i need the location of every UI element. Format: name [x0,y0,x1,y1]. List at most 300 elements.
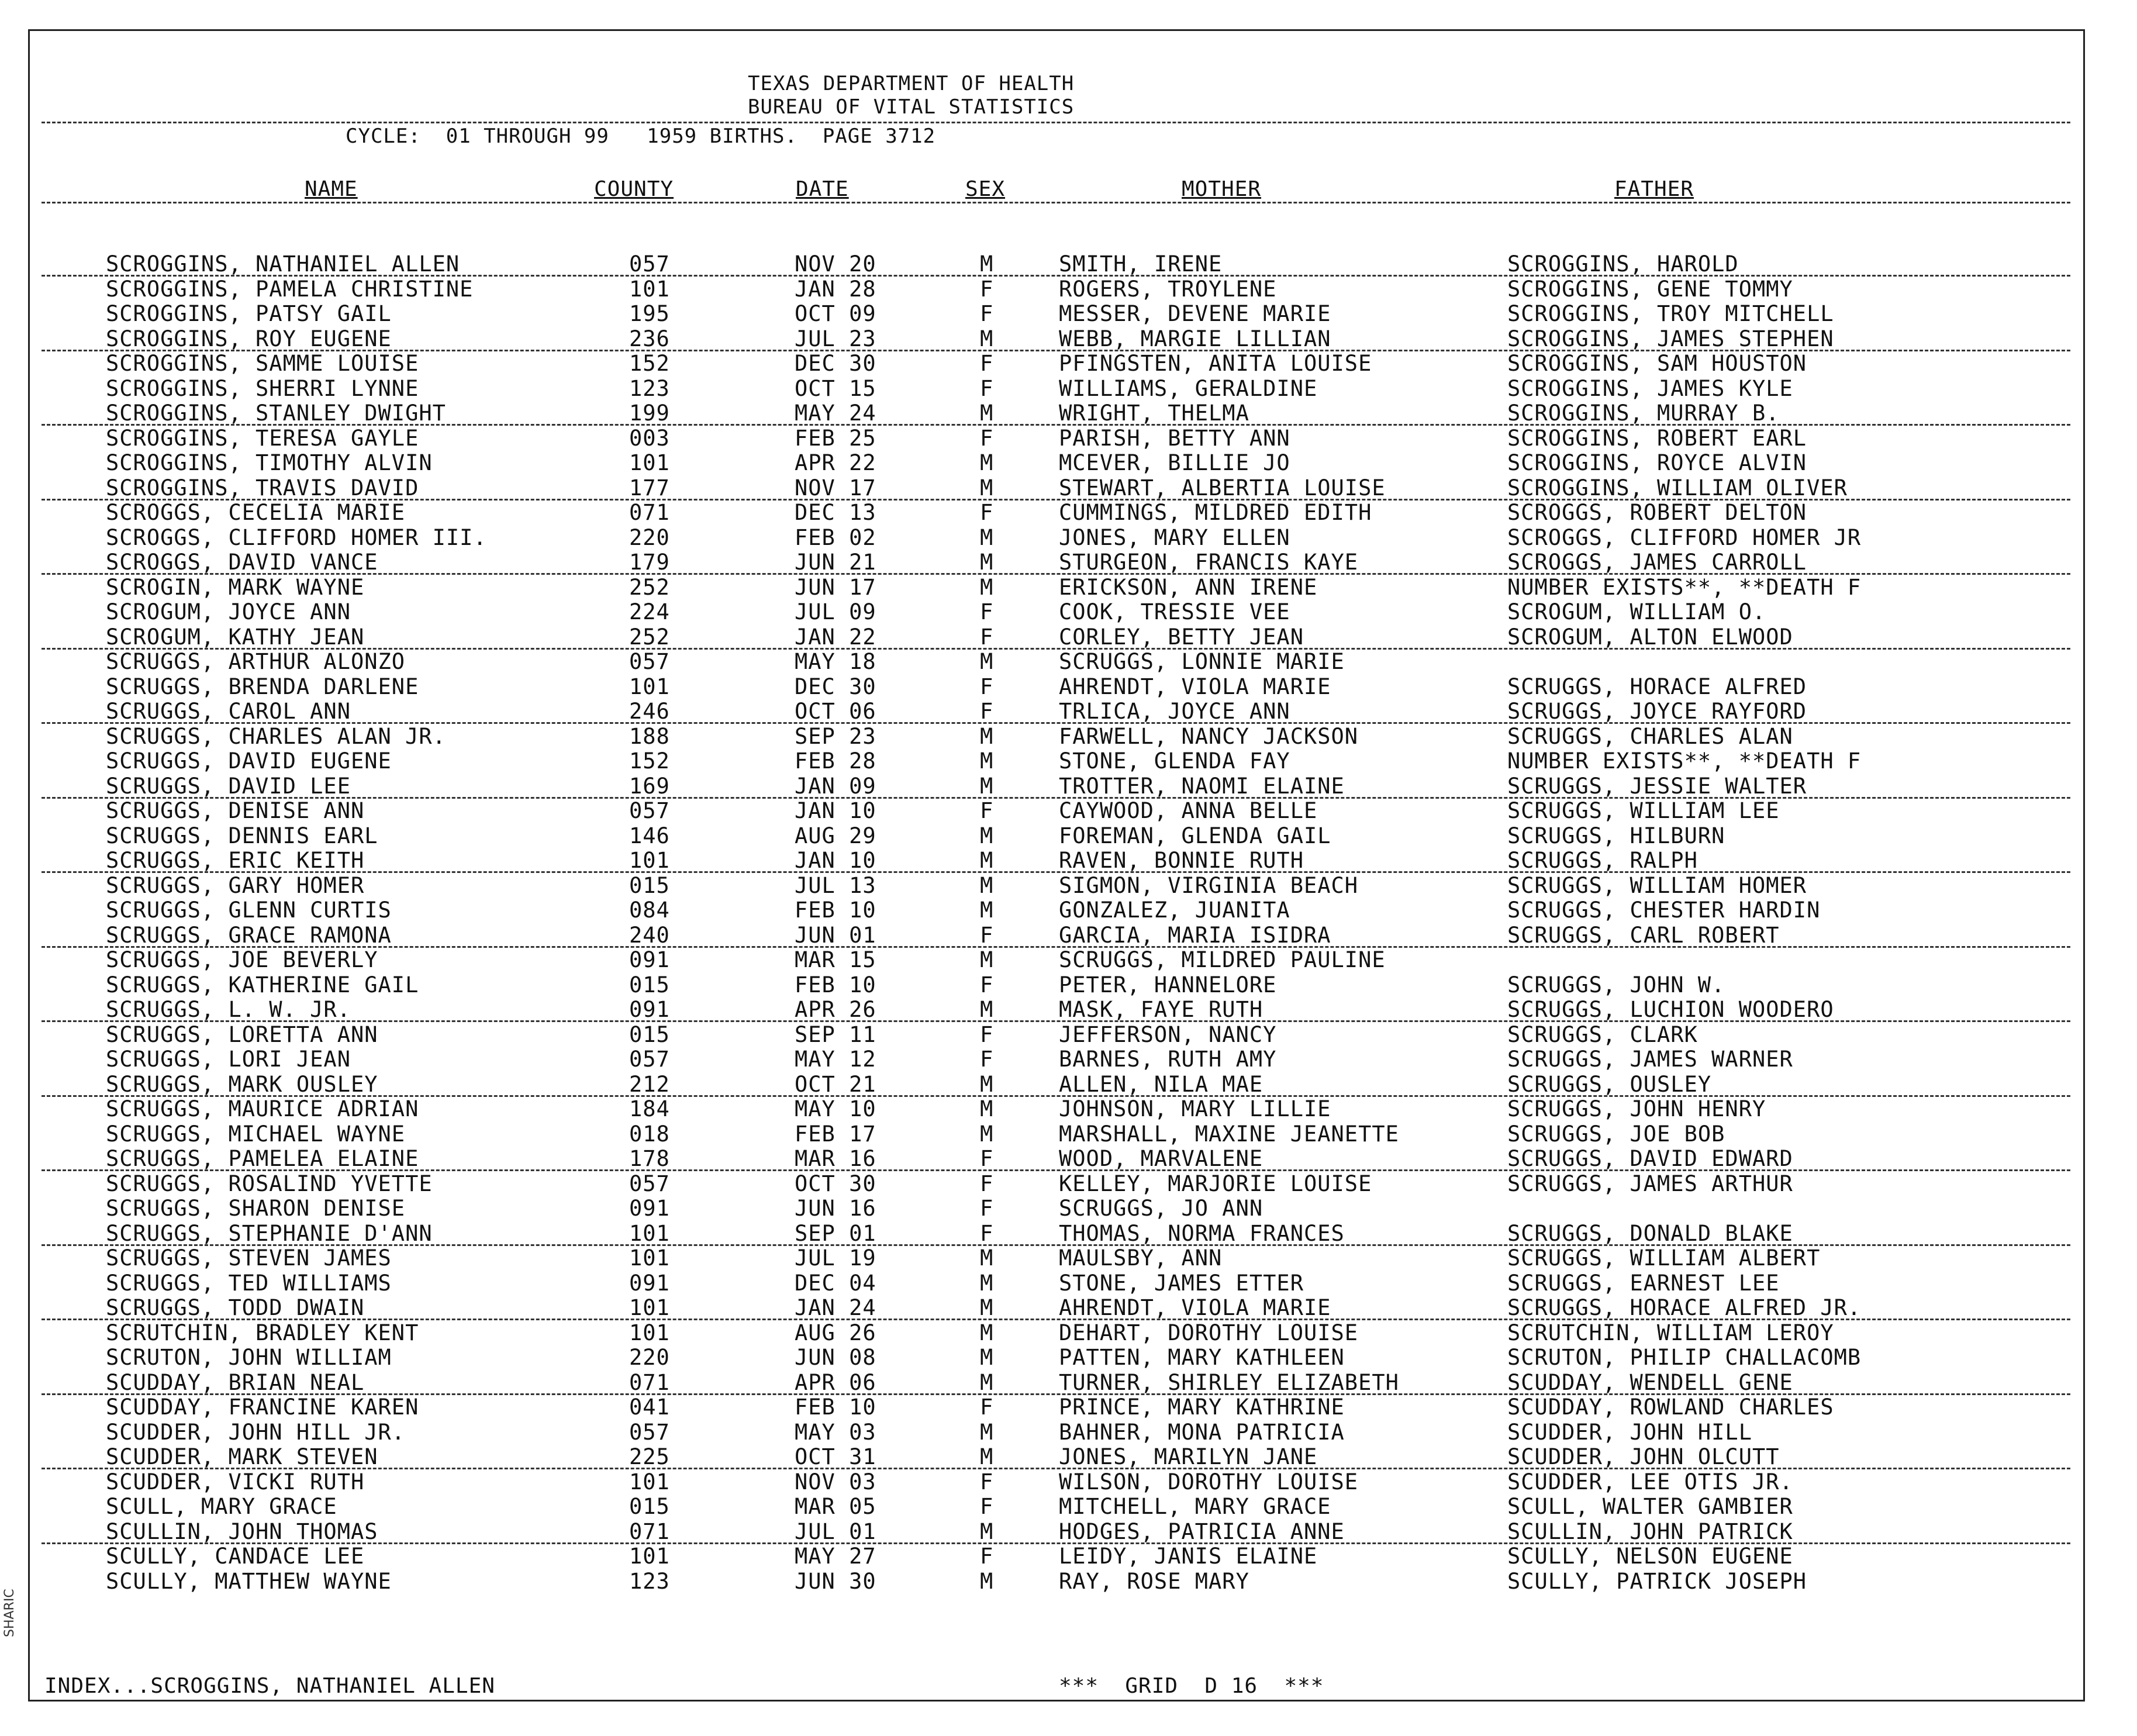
cell-sex: F [980,375,994,401]
cell-name: SCRUGGS, PAMELEA ELAINE [106,1146,419,1171]
cell-county: 184 [629,1096,670,1121]
footer-index: INDEX...SCROGGINS, NATHANIEL ALLEN [44,1674,495,1698]
cell-father: SCULLY, PATRICK JOSEPH [1507,1568,1807,1594]
cell-county: 091 [629,1196,670,1221]
cell-sex: M [980,1096,994,1121]
cell-name: SCRUGGS, CAROL ANN [106,699,351,724]
cell-name: SCROGGINS, TIMOTHY ALVIN [106,450,433,475]
cell-sex: M [980,748,994,774]
cell-mother: JONES, MARILYN JANE [1059,1444,1318,1469]
cell-county: 015 [629,1494,670,1519]
cell-mother: WILLIAMS, GERALDINE [1059,375,1318,401]
table-row [30,252,2083,277]
cell-name: SCROGGINS, SAMME LOUISE [106,351,419,376]
cell-sex: F [980,599,994,624]
cell-father: SCROGUM, WILLIAM O. [1507,599,1766,624]
cell-name: SCRUGGS, MICHAEL WAYNE [106,1121,406,1147]
cell-county: 057 [629,251,670,277]
cell-county: 152 [629,748,670,774]
cell-county: 123 [629,375,670,401]
side-label: SHARIC [2,1589,17,1637]
table-row [30,1520,2083,1545]
cell-name: SCRUGGS, DAVID EUGENE [106,748,392,774]
header-cycle: CYCLE: 01 THROUGH 99 1959 BIRTHS. PAGE 3712 [346,125,936,148]
cell-sex: M [980,326,994,351]
table-row [30,1271,2083,1296]
cell-mother: WILSON, DOROTHY LOUISE [1059,1469,1359,1495]
cell-date: AUG 26 [795,1320,876,1345]
cell-mother: PARISH, BETTY ANN [1059,425,1290,451]
cell-name: SCROGUM, JOYCE ANN [106,599,351,624]
cell-father: SCRUGGS, OUSLEY [1507,1071,1712,1097]
cell-mother: SMITH, IRENE [1059,251,1223,277]
cell-name: SCRUGGS, ERIC KEITH [106,848,365,873]
cell-county: 101 [629,450,670,475]
cell-mother: TRLICA, JOYCE ANN [1059,699,1290,724]
cell-father: SCRUGGS, JESSIE WALTER [1507,773,1807,799]
cell-county: 041 [629,1395,670,1420]
cell-date: FEB 25 [795,425,876,451]
cell-mother: MITCHELL, MARY GRACE [1059,1494,1331,1519]
cell-sex: F [980,1196,994,1221]
cell-mother: CORLEY, BETTY JEAN [1059,624,1304,650]
cell-name: SCRUGGS, L. W. JR. [106,997,351,1022]
cell-date: OCT 09 [795,301,876,326]
cell-date: MAY 10 [795,1096,876,1121]
table-row [30,824,2083,849]
cell-sex: F [980,276,994,302]
cell-sex: F [980,674,994,699]
cell-date: JUN 01 [795,922,876,948]
cell-father: SCRUTCHIN, WILLIAM LEROY [1507,1320,1834,1345]
cell-date: JAN 24 [795,1295,876,1320]
cell-father: SCROGGS, JAMES CARROLL [1507,550,1807,575]
cell-sex: M [980,524,994,550]
cell-sex: F [980,1469,994,1495]
cell-county: 236 [629,326,670,351]
cell-county: 199 [629,401,670,426]
cell-name: SCRUGGS, JOE BEVERLY [106,947,378,972]
cell-sex: M [980,1295,994,1320]
cell-date: MAY 18 [795,649,876,674]
cell-name: SCRUGGS, SHARON DENISE [106,1196,406,1221]
cell-date: FEB 28 [795,748,876,774]
cell-sex: F [980,699,994,724]
table-row [30,848,2083,874]
table-row [30,998,2083,1023]
cell-name: SCRUGGS, BRENDA DARLENE [106,674,419,699]
table-row [30,327,2083,352]
cell-mother: ERICKSON, ANN IRENE [1059,574,1318,600]
cell-name: SCRUGGS, DENISE ANN [106,798,365,823]
cell-father: SCRUGGS, CHESTER HARDIN [1507,898,1821,923]
cell-date: MAR 05 [795,1494,876,1519]
cell-sex: M [980,1245,994,1271]
cell-sex: F [980,1146,994,1171]
table-row [30,774,2083,799]
table-row [30,1097,2083,1122]
cell-mother: PFINGSTEN, ANITA LOUISE [1059,351,1372,376]
cell-father: SCRUGGS, JOE BOB [1507,1121,1725,1147]
cell-date: JAN 22 [795,624,876,650]
cell-mother: SCRUGGS, LONNIE MARIE [1059,649,1345,674]
cell-name: SCROGIN, MARK WAYNE [106,574,365,600]
cell-father: SCROGUM, ALTON ELWOOD [1507,624,1793,650]
cell-sex: M [980,1270,994,1296]
cell-mother: CAYWOOD, ANNA BELLE [1059,798,1318,823]
cell-date: JUN 08 [795,1345,876,1370]
cell-name: SCUDDER, JOHN HILL JR. [106,1419,406,1445]
cell-name: SCROGGINS, PAMELA CHRISTINE [106,276,474,302]
cell-sex: M [980,649,994,674]
cell-father: SCRUGGS, CARL ROBERT [1507,922,1780,948]
cell-mother: JOHNSON, MARY LILLIE [1059,1096,1331,1121]
cell-name: SCROGGINS, NATHANIEL ALLEN [106,251,460,277]
cell-father: SCUDDER, JOHN HILL [1507,1419,1752,1445]
table-row [30,501,2083,526]
header-department: TEXAS DEPARTMENT OF HEALTH [748,72,1075,95]
cell-date: NOV 17 [795,475,876,501]
cell-county: 101 [629,1469,670,1495]
table-row [30,625,2083,650]
cell-county: 071 [629,1369,670,1395]
cell-date: JAN 10 [795,848,876,873]
header-bureau: BUREAU OF VITAL STATISTICS [748,95,1075,119]
cell-county: 015 [629,1021,670,1047]
cell-name: SCROGGINS, ROY EUGENE [106,326,392,351]
table-row [30,973,2083,998]
table-row [30,1122,2083,1147]
cell-name: SCULLY, CANDACE LEE [106,1544,365,1569]
cell-date: DEC 13 [795,500,876,525]
cell-sex: F [980,1171,994,1196]
cell-sex: F [980,1220,994,1246]
cell-name: SCROGGINS, TERESA GAYLE [106,425,419,451]
table-row [30,1445,2083,1470]
cell-county: 015 [629,972,670,998]
cell-mother: COOK, TRESSIE VEE [1059,599,1290,624]
cell-name: SCROGGINS, PATSY GAIL [106,301,392,326]
cell-name: SCRUGGS, CHARLES ALAN JR. [106,723,446,749]
cell-county: 212 [629,1071,670,1097]
cell-county: 146 [629,823,670,848]
cell-sex: M [980,1071,994,1097]
cell-mother: STONE, JAMES ETTER [1059,1270,1304,1296]
cell-county: 188 [629,723,670,749]
cell-county: 101 [629,1544,670,1569]
cell-county: 101 [629,848,670,873]
cell-date: JUL 09 [795,599,876,624]
cell-father: NUMBER EXISTS**, **DEATH F [1507,574,1862,600]
cell-name: SCRUGGS, DAVID LEE [106,773,351,799]
table-row [30,1023,2083,1048]
cell-name: SCRUGGS, GRACE RAMONA [106,922,392,948]
cell-name: SCRUGGS, GLENN CURTIS [106,898,392,923]
cell-county: 091 [629,947,670,972]
cell-sex: M [980,450,994,475]
table-row [30,550,2083,575]
cell-name: SCRUTCHIN, BRADLEY KENT [106,1320,419,1345]
cell-mother: CUMMINGS, MILDRED EDITH [1059,500,1372,525]
table-row [30,898,2083,923]
cell-name: SCRUTON, JOHN WILLIAM [106,1345,392,1370]
cell-sex: M [980,1320,994,1345]
cell-sex: F [980,972,994,998]
cell-father: SCRUGGS, HORACE ALFRED [1507,674,1807,699]
cell-mother: BAHNER, MONA PATRICIA [1059,1419,1345,1445]
table-row [30,526,2083,551]
cell-name: SCROGGINS, STANLEY DWIGHT [106,401,446,426]
cell-county: 018 [629,1121,670,1147]
column-header-mother: MOTHER [1182,177,1262,201]
cell-sex: F [980,624,994,650]
table-row [30,1569,2083,1595]
cell-father: SCRUGGS, JOHN HENRY [1507,1096,1766,1121]
cell-date: SEP 23 [795,723,876,749]
table-row [30,377,2083,402]
cell-date: JUL 13 [795,872,876,898]
table-row [30,1544,2083,1569]
cell-date: MAR 16 [795,1146,876,1171]
cell-father: SCRUGGS, JOYCE RAYFORD [1507,699,1807,724]
cell-father: SCRUGGS, CLARK [1507,1021,1698,1047]
cell-mother: FARWELL, NANCY JACKSON [1059,723,1359,749]
table-row [30,1072,2083,1097]
table-row [30,426,2083,451]
cell-county: 091 [629,997,670,1022]
cell-sex: F [980,798,994,823]
cell-county: 252 [629,574,670,600]
cell-county: 178 [629,1146,670,1171]
cell-mother: THOMAS, NORMA FRANCES [1059,1220,1345,1246]
cell-sex: M [980,1444,994,1469]
cell-father: SCRUGGS, DONALD BLAKE [1507,1220,1793,1246]
column-header-sex: SEX [965,177,1006,201]
cell-father: SCROGGINS, JAMES STEPHEN [1507,326,1834,351]
cell-name: SCULL, MARY GRACE [106,1494,337,1519]
cell-name: SCROGGINS, SHERRI LYNNE [106,375,419,401]
cell-county: 225 [629,1444,670,1469]
table-row [30,749,2083,774]
cell-father: SCRUGGS, WILLIAM HOMER [1507,872,1807,898]
cell-mother: GONZALEZ, JUANITA [1059,898,1290,923]
table-row [30,948,2083,973]
cell-county: 220 [629,524,670,550]
cell-father: SCROGGINS, ROBERT EARL [1507,425,1807,451]
cell-mother: SCRUGGS, JO ANN [1059,1196,1263,1221]
cell-sex: F [980,301,994,326]
cell-mother: RAY, ROSE MARY [1059,1568,1249,1594]
cell-date: OCT 30 [795,1171,876,1196]
cell-name: SCRUGGS, STEPHANIE D'ANN [106,1220,433,1246]
cell-date: JUN 30 [795,1568,876,1594]
cell-mother: STEWART, ALBERTIA LOUISE [1059,475,1386,501]
cell-sex: M [980,1369,994,1395]
cell-sex: M [980,1345,994,1370]
cell-mother: MARSHALL, MAXINE JEANETTE [1059,1121,1399,1147]
cell-mother: MCEVER, BILLIE JO [1059,450,1290,475]
cell-date: SEP 01 [795,1220,876,1246]
cell-father: SCUDDER, LEE OTIS JR. [1507,1469,1793,1495]
cell-mother: FOREMAN, GLENDA GAIL [1059,823,1331,848]
cell-date: JAN 09 [795,773,876,799]
cell-date: JUL 01 [795,1518,876,1544]
cell-name: SCRUGGS, KATHERINE GAIL [106,972,419,998]
table-row [30,1371,2083,1396]
cell-mother: PRINCE, MARY KATHRINE [1059,1395,1345,1420]
table-row [30,302,2083,327]
cell-mother: HODGES, PATRICIA ANNE [1059,1518,1345,1544]
cell-date: DEC 30 [795,674,876,699]
table-row [30,923,2083,948]
cell-county: 179 [629,550,670,575]
cell-county: 003 [629,425,670,451]
cell-mother: RAVEN, BONNIE RUTH [1059,848,1304,873]
cell-father: SCRUGGS, WILLIAM ALBERT [1507,1245,1821,1271]
cell-county: 177 [629,475,670,501]
table-row [30,476,2083,501]
cell-name: SCUDDER, MARK STEVEN [106,1444,378,1469]
table-row [30,351,2083,377]
cell-mother: JEFFERSON, NANCY [1059,1021,1277,1047]
table-row [30,1470,2083,1495]
cell-name: SCRUGGS, MARK OUSLEY [106,1071,378,1097]
cell-county: 015 [629,872,670,898]
cell-sex: F [980,1395,994,1420]
cell-name: SCRUGGS, TED WILLIAMS [106,1270,392,1296]
table-row [30,1221,2083,1247]
cell-father: SCRUGGS, CHARLES ALAN [1507,723,1793,749]
cell-county: 071 [629,500,670,525]
table-row [30,1196,2083,1221]
cell-date: APR 06 [795,1369,876,1395]
cell-father: SCRUGGS, JAMES ARTHUR [1507,1171,1793,1196]
cell-date: DEC 04 [795,1270,876,1296]
cell-sex: M [980,947,994,972]
cell-date: MAY 12 [795,1047,876,1072]
cell-date: FEB 10 [795,972,876,998]
table-row [30,650,2083,675]
column-header-date: DATE [796,177,849,201]
cell-date: MAY 24 [795,401,876,426]
cell-father: SCRUGGS, DAVID EDWARD [1507,1146,1793,1171]
table-row [30,1172,2083,1197]
cell-sex: M [980,550,994,575]
cell-sex: M [980,997,994,1022]
cell-date: OCT 15 [795,375,876,401]
cell-name: SCROGGINS, TRAVIS DAVID [106,475,419,501]
table-row [30,575,2083,600]
cell-father: SCROGGINS, TROY MITCHELL [1507,301,1834,326]
cell-date: APR 26 [795,997,876,1022]
cell-sex: F [980,1494,994,1519]
cell-date: NOV 20 [795,251,876,277]
cell-mother: WEBB, MARGIE LILLIAN [1059,326,1331,351]
cell-father: SCROGGINS, GENE TOMMY [1507,276,1793,302]
table-row [30,277,2083,302]
cell-county: 091 [629,1270,670,1296]
cell-mother: ALLEN, NILA MAE [1059,1071,1263,1097]
cell-county: 101 [629,1320,670,1345]
column-header-name: NAME [305,177,358,201]
cell-father: SCRUGGS, LUCHION WOODERO [1507,997,1834,1022]
table-row [30,724,2083,750]
cell-county: 101 [629,276,670,302]
cell-father: SCROGGS, ROBERT DELTON [1507,500,1807,525]
cell-date: MAR 15 [795,947,876,972]
cell-name: SCRUGGS, TODD DWAIN [106,1295,365,1320]
cell-sex: F [980,1021,994,1047]
cell-name: SCULLIN, JOHN THOMAS [106,1518,378,1544]
cell-father: SCROGGINS, SAM HOUSTON [1507,351,1807,376]
cell-sex: M [980,898,994,923]
cell-mother: MAULSBY, ANN [1059,1245,1223,1271]
cell-father: SCRUGGS, RALPH [1507,848,1698,873]
cell-name: SCROGGS, CECELIA MARIE [106,500,406,525]
cell-county: 101 [629,1245,670,1271]
cell-father: SCROGGINS, JAMES KYLE [1507,375,1793,401]
cell-sex: M [980,401,994,426]
cell-mother: PETER, HANNELORE [1059,972,1277,998]
header-rule-2 [42,202,2070,203]
table-row [30,1395,2083,1420]
table-row [30,1495,2083,1520]
table-row [30,451,2083,476]
cell-mother: STONE, GLENDA FAY [1059,748,1290,774]
cell-father: SCROGGINS, ROYCE ALVIN [1507,450,1807,475]
cell-name: SCRUGGS, LORI JEAN [106,1047,351,1072]
cell-mother: STURGEON, FRANCIS KAYE [1059,550,1359,575]
cell-sex: M [980,475,994,501]
cell-mother: TROTTER, NAOMI ELAINE [1059,773,1345,799]
cell-father: SCRUTON, PHILIP CHALLACOMB [1507,1345,1862,1370]
table-row [30,699,2083,724]
cell-mother: MASK, FAYE RUTH [1059,997,1263,1022]
cell-date: FEB 17 [795,1121,876,1147]
cell-mother: BARNES, RUTH AMY [1059,1047,1277,1072]
cell-name: SCRUGGS, ROSALIND YVETTE [106,1171,433,1196]
cell-mother: WOOD, MARVALENE [1059,1146,1263,1171]
cell-date: NOV 03 [795,1469,876,1495]
cell-name: SCUDDER, VICKI RUTH [106,1469,365,1495]
cell-date: FEB 10 [795,1395,876,1420]
cell-father: SCRUGGS, HILBURN [1507,823,1725,848]
cell-date: JUN 21 [795,550,876,575]
cell-mother: TURNER, SHIRLEY ELIZABETH [1059,1369,1399,1395]
cell-name: SCRUGGS, DENNIS EARL [106,823,378,848]
cell-date: OCT 21 [795,1071,876,1097]
cell-date: OCT 06 [795,699,876,724]
cell-father: SCROGGINS, WILLIAM OLIVER [1507,475,1848,501]
table-row [30,1047,2083,1072]
cell-name: SCRUGGS, ARTHUR ALONZO [106,649,406,674]
cell-date: MAY 03 [795,1419,876,1445]
cell-county: 152 [629,351,670,376]
cell-mother: WRIGHT, THELMA [1059,401,1249,426]
cell-father: SCULLY, NELSON EUGENE [1507,1544,1793,1569]
cell-mother: DEHART, DOROTHY LOUISE [1059,1320,1359,1345]
cell-county: 252 [629,624,670,650]
cell-mother: KELLEY, MARJORIE LOUISE [1059,1171,1372,1196]
cell-sex: M [980,848,994,873]
cell-father: SCUDDAY, ROWLAND CHARLES [1507,1395,1834,1420]
table-row [30,1321,2083,1346]
cell-name: SCROGUM, KATHY JEAN [106,624,365,650]
cell-sex: M [980,574,994,600]
cell-date: JAN 28 [795,276,876,302]
cell-name: SCRUGGS, STEVEN JAMES [106,1245,392,1271]
cell-county: 220 [629,1345,670,1370]
